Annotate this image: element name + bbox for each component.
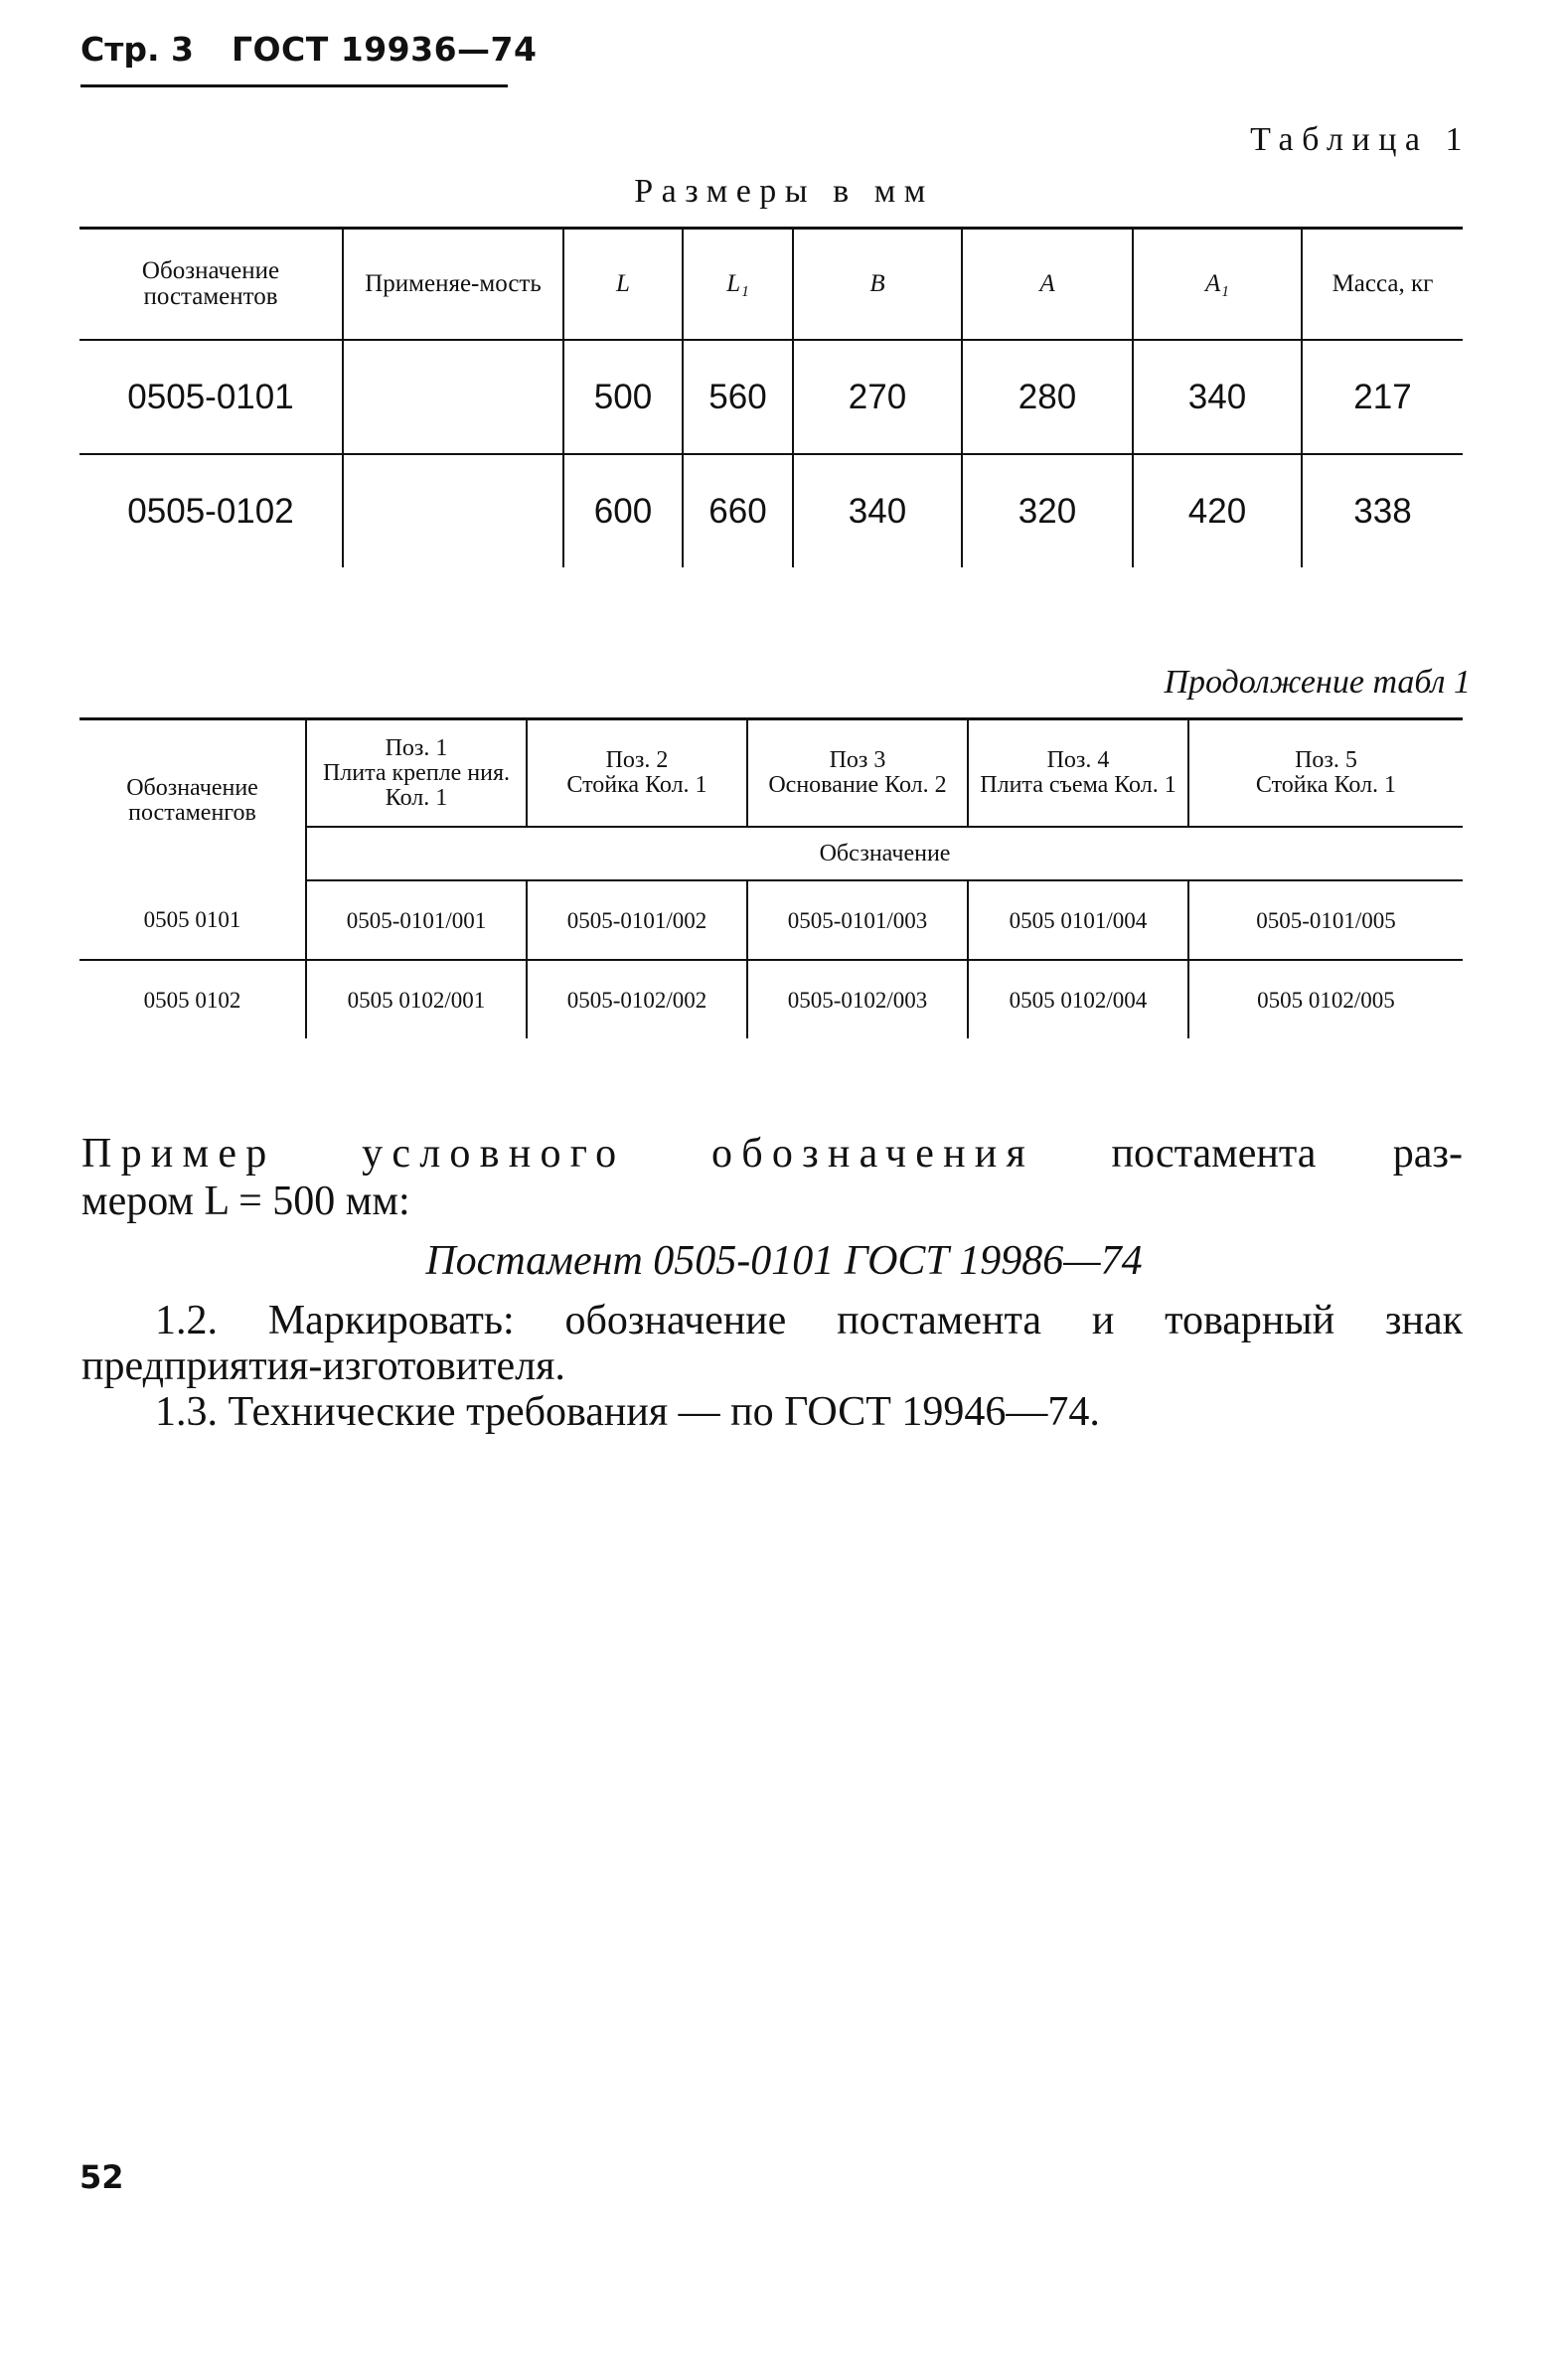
- table-row: [79, 340, 1463, 454]
- table-cell: [343, 454, 563, 567]
- pos-number: Поз. 5: [1295, 747, 1357, 773]
- table-cell: 340: [793, 454, 962, 567]
- table-cell: 0505-0102/003: [747, 960, 968, 1038]
- table-cell: 0505-0101/003: [747, 880, 968, 960]
- table-cell: 0505 0102/005: [1188, 960, 1463, 1038]
- pos-name: Плита крепле ния. Кол. 1: [322, 759, 511, 811]
- col-pos-1: [306, 719, 527, 828]
- col-pos-3: [747, 719, 968, 828]
- col-pos-4: [968, 719, 1188, 828]
- example-lead: Пример условного обозначения: [81, 1131, 1035, 1177]
- components-table: [79, 717, 1463, 1038]
- col-B: B: [793, 229, 962, 341]
- table-cell: 560: [683, 340, 793, 454]
- table-cell: 0505-0102: [127, 491, 294, 531]
- table-cell: 0505-0101/002: [527, 880, 747, 960]
- pos-number: Поз. 1: [385, 734, 448, 761]
- table-cell: 0505 0101/004: [968, 880, 1188, 960]
- marking-clause: 1.2. Маркировать: обозначение постамента и товарный знак предприятия-изготовителя.: [81, 1298, 1463, 1389]
- table1-header-row: [79, 229, 1463, 341]
- table-cell: 600: [563, 454, 683, 567]
- pos-name: Стойка Кол. 1: [566, 772, 707, 798]
- col-L1: L₁: [683, 229, 793, 341]
- pos-number: Поз. 2: [605, 747, 669, 773]
- technical-clause: 1.3. Технические требования — по ГОСТ 19946—74.: [155, 1389, 1100, 1435]
- header-rule: [80, 84, 508, 87]
- table1-units: Размеры в мм: [634, 173, 934, 210]
- example-formula: Постамент 0505-0101 ГОСТ 19986—74: [425, 1238, 1143, 1284]
- table-cell: 0505 0102/001: [306, 960, 527, 1038]
- standard-number: ГОСТ 19936—74: [231, 30, 538, 69]
- table1-caption: Таблица 1: [1250, 121, 1471, 158]
- example-line-2: мером L = 500 мм:: [81, 1179, 410, 1224]
- col-mass: Масса, кг: [1302, 229, 1463, 341]
- page-number: 52: [79, 2158, 124, 2196]
- table-cell: 217: [1302, 340, 1463, 454]
- page-label: Стр. 3: [80, 30, 194, 69]
- col-designation: Обозначение постаменгов: [79, 719, 306, 881]
- table2-header-row: [79, 719, 1463, 828]
- table-cell: 280: [962, 340, 1133, 454]
- pos-name: Стойка Кол. 1: [1255, 772, 1397, 798]
- example-paragraph: [81, 1131, 1463, 1177]
- table-cell: 0505 0102/004: [968, 960, 1188, 1038]
- table-cell: 500: [563, 340, 683, 454]
- table-cell: 340: [1133, 340, 1302, 454]
- col-pos-2: [527, 719, 747, 828]
- table-cell: 660: [683, 454, 793, 567]
- table-cell: 0505 0101: [79, 880, 306, 960]
- col-pos-5: [1188, 719, 1463, 828]
- table-cell: 0505-0101/001: [306, 880, 527, 960]
- pos-name: Плита съема Кол. 1: [980, 772, 1176, 798]
- page-header: [80, 30, 537, 69]
- table-row: [79, 880, 1463, 960]
- table-cell: 0505-0102/002: [527, 960, 747, 1038]
- table-cell: 320: [962, 454, 1133, 567]
- table-cell: 0505 0102: [143, 987, 241, 1013]
- table2-caption: Продолжение табл 1: [1164, 664, 1471, 701]
- col-A1: A₁: [1133, 229, 1302, 341]
- dimensions-table: [79, 227, 1463, 567]
- col-applicability: Применяе-мость: [343, 229, 563, 341]
- pos-name: Основание Кол. 2: [768, 772, 947, 798]
- table-cell: 338: [1302, 454, 1463, 567]
- col-L: L: [563, 229, 683, 341]
- table-cell: 0505-0101/005: [1188, 880, 1463, 960]
- table-cell: 0505-0101: [79, 340, 343, 454]
- col-A: A: [962, 229, 1133, 341]
- designation-label: Обсзначение: [306, 827, 1463, 880]
- table-row: [79, 960, 1463, 1038]
- table-cell: 270: [793, 340, 962, 454]
- table-row: [79, 454, 1463, 567]
- table-cell: [343, 340, 563, 454]
- pos-number: Поз. 4: [1046, 747, 1110, 773]
- col-designation: Обозначение постаментов: [79, 229, 343, 341]
- example-rest: постамента раз-: [1111, 1131, 1463, 1177]
- table-cell: 420: [1133, 454, 1302, 567]
- pos-number: Поз 3: [829, 747, 886, 773]
